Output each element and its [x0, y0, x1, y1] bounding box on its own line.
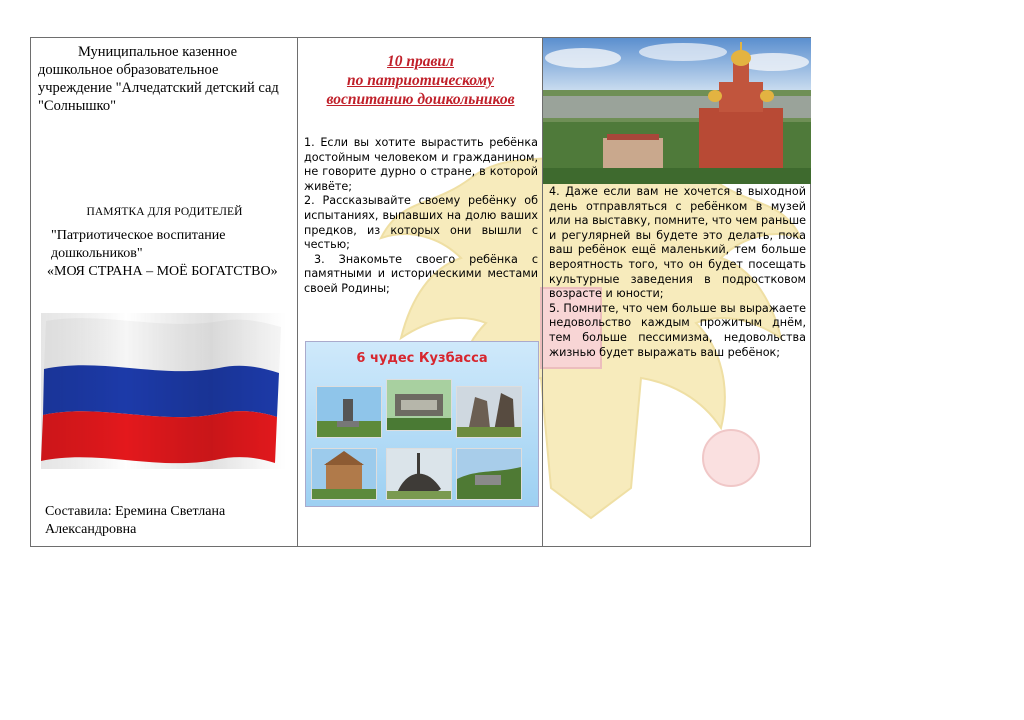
wonders-title: 6 чудес Кузбасса — [356, 351, 488, 366]
landscape-photo — [456, 448, 522, 500]
cathedral-photo — [543, 38, 811, 184]
author-credit: Составила: Еремина Светлана Александровна — [45, 504, 226, 537]
kuzbass-wonders-image — [305, 341, 539, 507]
title-line-1: 10 правил — [387, 53, 454, 70]
rule-2: 2. Рассказывайте своему ребёнку об испытаниях, выпавших на долю ваших предков, из которых они вышли с честью; — [304, 194, 538, 252]
sculpture-photo — [386, 448, 452, 500]
title-line-3: воспитанию дошкольников — [326, 91, 515, 108]
rules-list-2 — [549, 185, 806, 360]
theme-line-1: "Патриотическое воспитание дошкольников" — [51, 228, 226, 261]
rule-1: 1. Если вы хотите вырастить ребёнка достойным человеком и гражданином, не говорите дурно о стране, в которой живёте; — [304, 136, 538, 193]
monument-photo — [316, 386, 382, 438]
rules-list-1 — [304, 136, 538, 297]
panel-middle — [298, 38, 543, 546]
rule-3: 3. Знакомьте своего ребёнка с памятными и историческими местами своей Родины; — [304, 252, 538, 295]
rule-4: 4. Даже если вам не хочется в выходной день отправляться с ребёнком в музей или на выставку, помните, что чем раньше и регулярней вы будете это делать, пока ваш ребёнок ещё маленький, тем больше вероятность того, что он будет посещать культурные заведения в подростковом возрасте и юности; — [549, 185, 806, 301]
rocks-photo — [456, 386, 522, 438]
russian-flag-image — [41, 313, 285, 469]
theme-line-2: «МОЯ СТРАНА – МОЁ БОГАТСТВО» — [47, 264, 278, 279]
museum-photo — [386, 379, 452, 431]
panel-right — [543, 38, 812, 546]
brochure-sheet — [30, 37, 811, 547]
rule-5: 5. Помните, что чем больше вы выражаете недовольство каждым прожитым днём, тем больше пессимизма, недовольства жизнью будет выражать ваш ребёнок; — [549, 301, 806, 359]
memo-heading: ПАМЯТКА ДЛЯ РОДИТЕЛЕЙ — [86, 206, 243, 218]
theme-block — [47, 227, 292, 281]
fortress-photo — [311, 448, 377, 500]
title-line-2: по патриотическому — [346, 72, 495, 89]
organization-name: Муниципальное казенное дошкольное образовательное учреждение "Алчедатский детский сад "Солнышко" — [38, 44, 279, 114]
rules-title — [298, 52, 543, 109]
panel-front — [31, 38, 298, 546]
